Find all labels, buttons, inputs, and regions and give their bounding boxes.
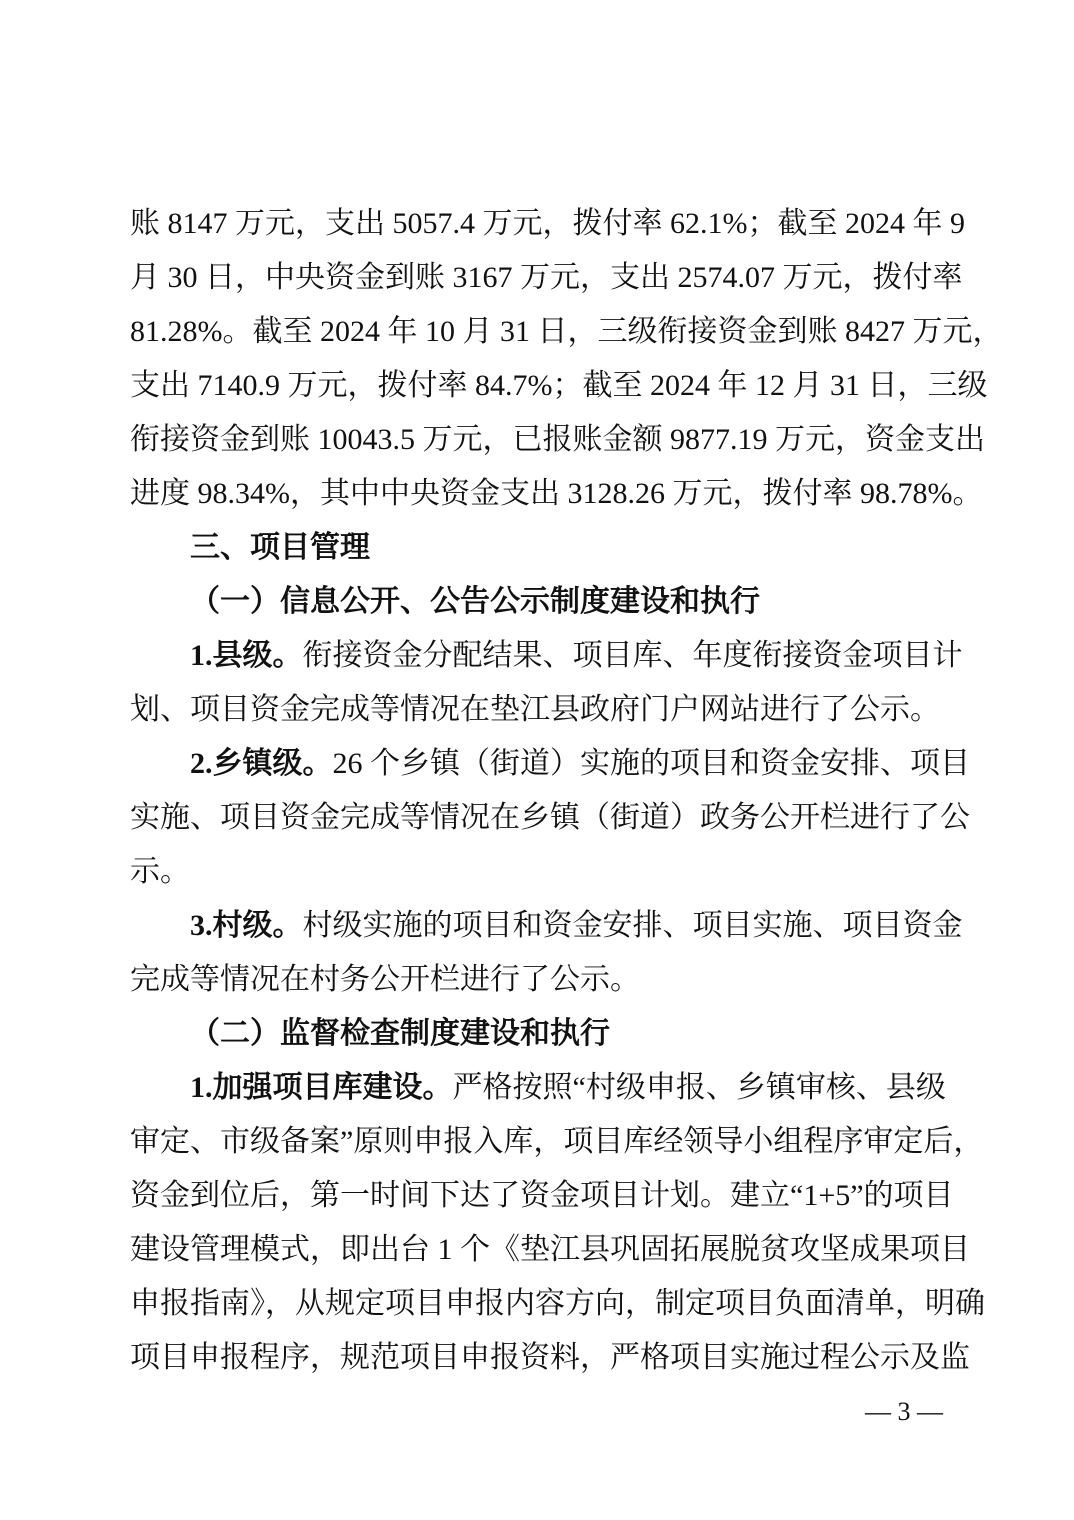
body-line: 衔接资金到账 10043.5 万元，已报账金额 9877.19 万元，资金支出 [130,423,985,456]
subsection-heading: （二）监督检查制度建设和执行 [190,1017,610,1050]
body-text: 村级实施的项目和资金安排、项目实施、项目资金 [302,909,963,942]
body-line [130,899,963,953]
paragraph-lead: 3.村级。 [190,909,303,942]
body-text: 衔接资金分配结果、项目库、年度衔接资金项目计 [302,639,963,672]
body-line: 账 8147 万元，支出 5057.4 万元，拨付率 62.1%；截至 2024 年 9 [130,207,965,240]
body-line: 完成等情况在村务公开栏进行了公示。 [130,963,640,996]
body-line: 项目申报程序，规范项目申报资料，严格项目实施过程公示及监 [130,1341,970,1374]
body-line [130,737,970,791]
body-line: 示。 [130,855,190,888]
body-line: 审定、市级备案”原则申报入库，项目库经领导小组程序审定后， [130,1125,984,1158]
body-line: 月 30 日，中央资金到账 3167 万元，支出 2574.07 万元，拨付率 [130,261,963,294]
body-line: 资金到位后，第一时间下达了资金项目计划。建立“1+5”的项目 [130,1179,954,1212]
body-line: 建设管理模式，即出台 1 个《垫江县巩固拓展脱贫攻坚成果项目 [130,1233,970,1266]
body-line: 划、项目资金完成等情况在垫江县政府门户网站进行了公示。 [130,693,940,726]
body-line: 申报指南》，从规定项目申报内容方向，制定项目负面清单，明确 [130,1287,985,1320]
body-text: 26 个乡镇（街道）实施的项目和资金安排、项目 [332,747,970,780]
body-line: 81.28%。截至 2024 年 10 月 31 日，三级衔接资金到账 8427 万元， [130,315,1003,348]
page-number: — 3 — [865,1397,943,1426]
subsection-heading: （一）信息公开、公告公示制度建设和执行 [190,585,760,618]
paragraph-lead: 1.加强项目库建设。 [190,1071,453,1104]
body-line: 支出 7140.9 万元，拨付率 84.7%；截至 2024 年 12 月 31 日，三级 [130,369,988,402]
body-line [130,629,963,683]
paragraph-lead: 1.县级。 [190,639,303,672]
body-line: 进度 98.34%，其中中央资金支出 3128.26 万元，拨付率 98.78%。 [130,477,983,510]
body-line [130,1061,946,1115]
section-heading: 三、项目管理 [190,531,370,564]
body-text: 严格按照“村级申报、乡镇审核、县级 [452,1071,946,1104]
body-line: 实施、项目资金完成等情况在乡镇（街道）政务公开栏进行了公 [130,801,970,834]
text-block [130,197,1003,1439]
paragraph-lead: 2.乡镇级。 [190,747,333,780]
